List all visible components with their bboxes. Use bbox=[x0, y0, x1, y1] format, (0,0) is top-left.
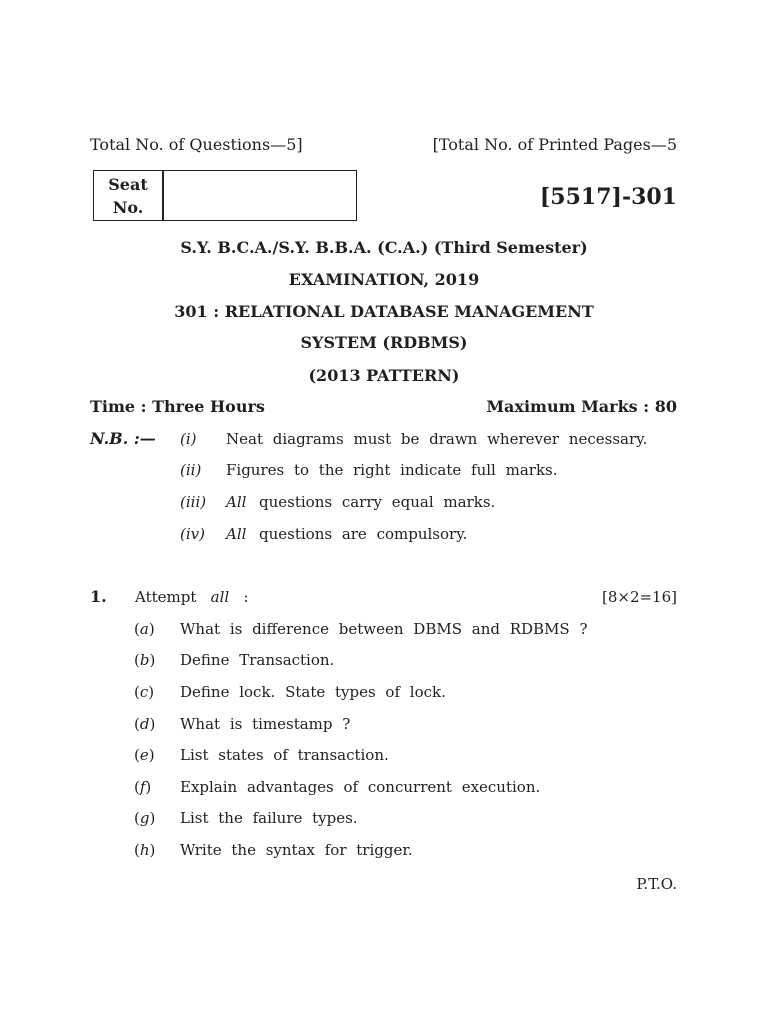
instruction-emphasis: All bbox=[226, 525, 247, 543]
time-allowed: Time : Three Hours bbox=[90, 397, 265, 416]
instruction-text: Figures to the right indicate full marks. bbox=[226, 461, 558, 479]
instruction-number: (iii) bbox=[180, 493, 207, 511]
paper-code: [5517]-301 bbox=[539, 184, 677, 210]
subquestion-text: List states of transaction. bbox=[180, 746, 389, 764]
total-printed-pages: [Total No. of Printed Pages—5 bbox=[432, 135, 677, 154]
instruction-text: Neat diagrams must be drawn wherever necessary. bbox=[226, 430, 648, 448]
subquestion-text: What is difference between DBMS and RDBMS ? bbox=[180, 620, 588, 638]
subquestion-text: List the failure types. bbox=[180, 809, 358, 827]
question-instruction-pre: Attempt bbox=[135, 588, 197, 606]
subquestion-text: Explain advantages of concurrent execution. bbox=[180, 778, 541, 796]
subquestion-label: (c) bbox=[134, 683, 155, 701]
pattern-title: (2013 PATTERN) bbox=[308, 366, 460, 385]
total-questions: Total No. of Questions—5] bbox=[90, 135, 303, 154]
question-instruction-post: : bbox=[243, 588, 249, 606]
subquestion-label: (a) bbox=[134, 620, 155, 638]
exam-title: EXAMINATION, 2019 bbox=[288, 270, 480, 289]
maximum-marks: Maximum Marks : 80 bbox=[486, 397, 677, 416]
question-instruction-italic: all bbox=[210, 588, 230, 606]
seat-number-box bbox=[93, 170, 357, 221]
question-marks: [8×2=16] bbox=[601, 588, 677, 606]
subquestion-text: Write the syntax for trigger. bbox=[180, 841, 413, 859]
instruction-number: (i) bbox=[180, 430, 197, 448]
subquestion-label: (g) bbox=[134, 809, 156, 827]
please-turn-over: P.T.O. bbox=[636, 875, 677, 893]
subquestion-label: (h) bbox=[134, 841, 156, 859]
subquestion-label: (f) bbox=[134, 778, 152, 796]
nb-label: N.B. :— bbox=[90, 429, 156, 448]
subject-title: 301 : RELATIONAL DATABASE MANAGEMENT bbox=[174, 302, 594, 321]
subquestion-text: Define lock. State types of lock. bbox=[180, 683, 446, 701]
seat-number-field[interactable] bbox=[164, 171, 356, 220]
course-title: S.Y. B.C.A./S.Y. B.B.A. (C.A.) (Third Semester) bbox=[180, 238, 588, 257]
subquestion-text: Define Transaction. bbox=[180, 651, 335, 669]
instruction-number: (iv) bbox=[180, 525, 205, 543]
instruction-text: questions carry equal marks. bbox=[259, 493, 496, 511]
instruction-text: questions are compulsory. bbox=[259, 525, 468, 543]
question-number: 1. bbox=[90, 587, 107, 606]
subquestion-label: (e) bbox=[134, 746, 155, 764]
instruction-emphasis: All bbox=[226, 493, 247, 511]
subquestion-label: (d) bbox=[134, 715, 156, 733]
instruction-number: (ii) bbox=[180, 461, 202, 479]
seat-number-label: Seat No. bbox=[108, 175, 148, 217]
subquestion-label: (b) bbox=[134, 651, 156, 669]
question-instruction bbox=[135, 588, 249, 606]
subquestion-text: What is timestamp ? bbox=[180, 715, 351, 733]
subject-title-cont: SYSTEM (RDBMS) bbox=[300, 333, 468, 352]
